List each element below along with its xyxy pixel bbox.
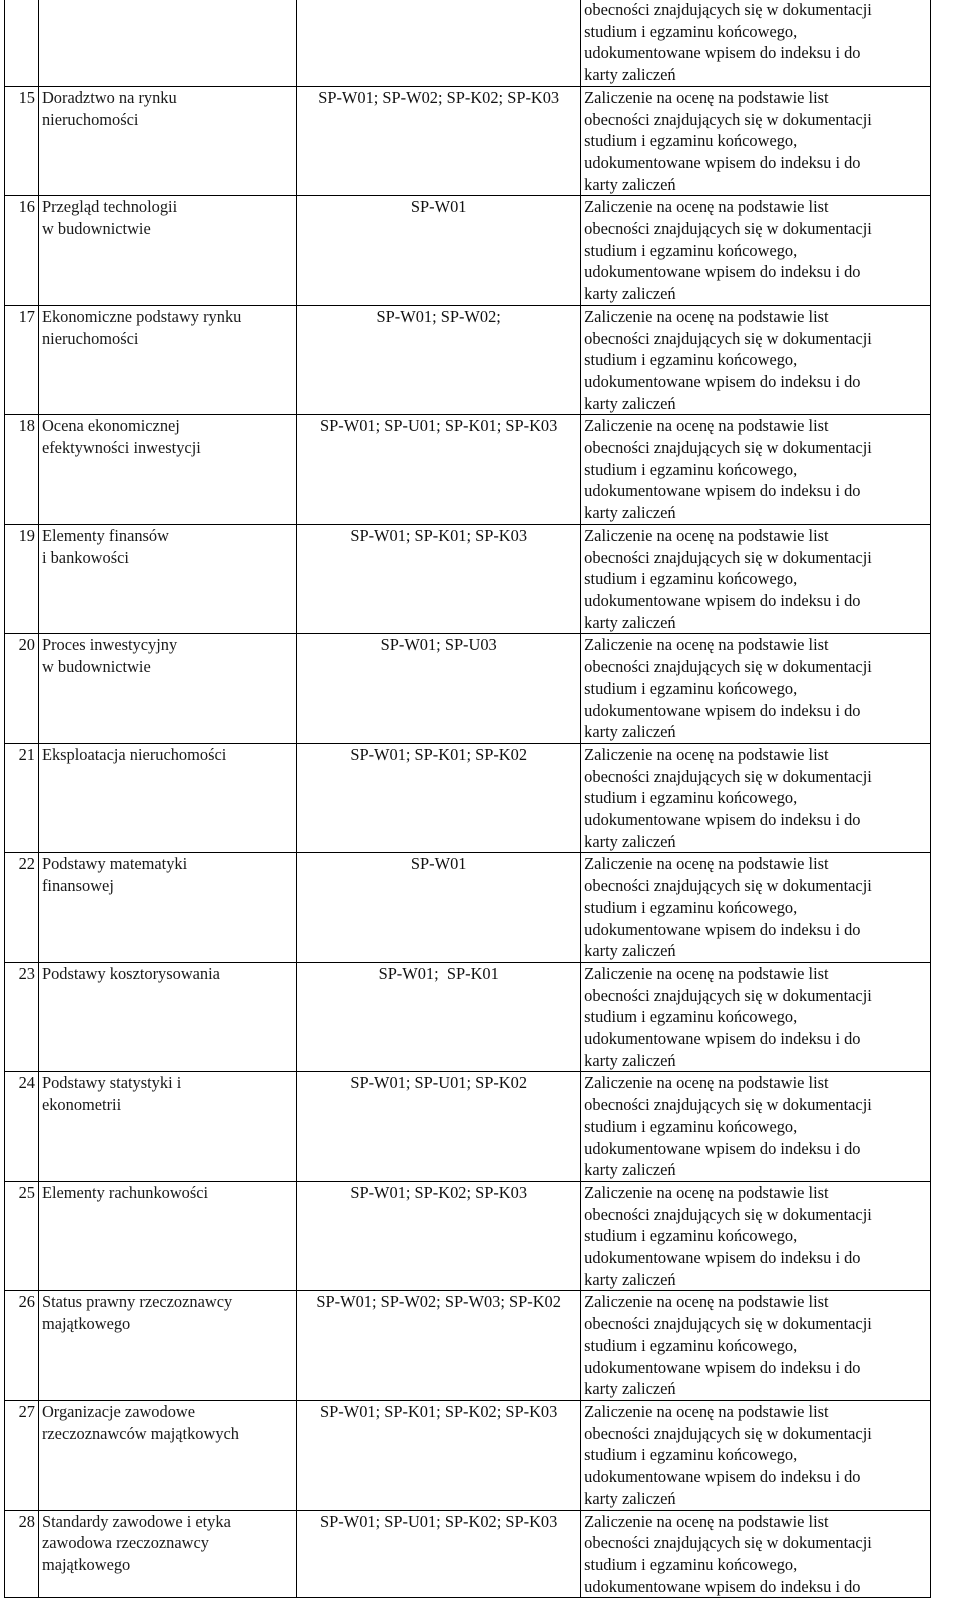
outcome-codes: SP-W01: [297, 853, 581, 963]
table-row: [5, 415, 931, 525]
assessment-line: studium i egzaminu końcowego,: [584, 131, 798, 151]
assessment-method-cell: [581, 305, 931, 415]
row-number: 17: [5, 305, 39, 415]
row-number: 18: [5, 415, 39, 525]
course-name-cell: [38, 743, 296, 853]
assessment-line: udokumentowane wpisem do indeksu i do: [584, 1248, 861, 1268]
assessment-line: udokumentowane wpisem do indeksu i do: [584, 810, 861, 830]
assessment-line: karty zaliczeń: [584, 284, 676, 304]
course-name-line: efektywności inwestycji: [41, 438, 201, 458]
outcome-codes: SP-W01; SP-U03: [297, 634, 581, 744]
course-name-line: Podstawy matematyki: [41, 854, 188, 874]
course-name-line: Standardy zawodowe i etyka: [41, 1511, 231, 1531]
assessment-line: Zaliczenie na ocenę na podstawie list: [584, 854, 829, 874]
table-row: [5, 1401, 931, 1511]
row-number: 27: [5, 1401, 39, 1511]
assessment-line: udokumentowane wpisem do indeksu i do: [584, 1576, 861, 1596]
assessment-method-cell: [581, 524, 931, 634]
outcome-codes: SP-W01; SP-U01; SP-K02; SP-K03: [297, 1510, 581, 1598]
course-name-cell: [38, 1291, 296, 1401]
assessment-line: udokumentowane wpisem do indeksu i do: [584, 481, 861, 501]
outcome-codes: SP-W01; SP-U01; SP-K01; SP-K03: [297, 415, 581, 525]
course-name-line: nieruchomości: [41, 328, 139, 348]
outcome-codes-cell: [297, 0, 581, 86]
course-name-cell: [38, 962, 296, 1072]
table-row: [5, 853, 931, 963]
course-name-line: w budownictwie: [41, 657, 151, 677]
assessment-line: Zaliczenie na ocenę na podstawie list: [584, 1511, 829, 1531]
assessment-line: studium i egzaminu końcowego,: [584, 788, 798, 808]
assessment-line: obecności znajdujących się w dokumentacji: [584, 438, 872, 458]
row-number: 19: [5, 524, 39, 634]
row-number: 23: [5, 962, 39, 1072]
assessment-line: obecności znajdujących się w dokumentacji: [584, 547, 872, 567]
assessment-line: karty zaliczeń: [584, 65, 676, 85]
assessment-method-cell: [581, 86, 931, 196]
course-name-line: Elementy rachunkowości: [41, 1182, 209, 1202]
assessment-line: studium i egzaminu końcowego,: [584, 21, 798, 41]
course-name-cell: [38, 415, 296, 525]
course-name-line: Status prawny rzeczoznawcy: [41, 1292, 233, 1312]
row-number: 21: [5, 743, 39, 853]
assessment-method-cell: [581, 962, 931, 1072]
assessment-line: obecności znajdujących się w dokumentacji: [584, 328, 872, 348]
row-number: 22: [5, 853, 39, 963]
table-row: [5, 743, 931, 853]
course-name-line: Podstawy kosztorysowania: [41, 963, 220, 983]
row-number: 16: [5, 196, 39, 306]
assessment-line: obecności znajdujących się w dokumentacji: [584, 657, 872, 677]
assessment-line: karty zaliczeń: [584, 941, 676, 961]
table-row: [5, 962, 931, 1072]
assessment-line: studium i egzaminu końcowego,: [584, 897, 798, 917]
course-name-cell: [38, 1072, 296, 1182]
row-number: 20: [5, 634, 39, 744]
assessment-line: Zaliczenie na ocenę na podstawie list: [584, 1402, 829, 1421]
assessment-line: karty zaliczeń: [584, 503, 676, 523]
assessment-line: karty zaliczeń: [584, 1269, 676, 1289]
course-name-line: zawodowa rzeczoznawcy: [41, 1533, 209, 1553]
course-name-cell: [38, 305, 296, 415]
assessment-method-cell: [581, 634, 931, 744]
assessment-line: obecności znajdujących się w dokumentacji: [584, 1423, 872, 1443]
outcome-codes: SP-W01; SP-W02; SP-W03; SP-K02: [297, 1291, 581, 1401]
course-name-line: Doradztwo na rynku: [41, 87, 177, 107]
assessment-line: obecności znajdujących się w dokumentacji: [584, 1095, 872, 1115]
row-number: 28: [5, 1510, 39, 1598]
assessment-method-cell: [581, 1072, 931, 1182]
assessment-line: studium i egzaminu końcowego,: [584, 1226, 798, 1246]
row-number: 26: [5, 1291, 39, 1401]
assessment-line: Zaliczenie na ocenę na podstawie list: [584, 1182, 829, 1202]
assessment-line: studium i egzaminu końcowego,: [584, 569, 798, 589]
row-number: 25: [5, 1181, 39, 1291]
table-row-continued: [5, 0, 931, 86]
assessment-method-cell: [581, 743, 931, 853]
assessment-line: obecności znajdujących się w dokumentacji: [584, 766, 872, 786]
assessment-line: karty zaliczeń: [584, 722, 676, 742]
assessment-line: udokumentowane wpisem do indeksu i do: [584, 919, 861, 939]
course-name-cell: [38, 524, 296, 634]
course-name-line: majątkowego: [41, 1314, 131, 1334]
outcome-codes: SP-W01; SP-K01: [297, 962, 581, 1072]
assessment-method-cell: [581, 415, 931, 525]
assessment-line: udokumentowane wpisem do indeksu i do: [584, 1029, 861, 1049]
assessment-line: Zaliczenie na ocenę na podstawie list: [584, 1073, 829, 1093]
course-name-cell: [38, 1510, 296, 1598]
table-row: [5, 634, 931, 744]
assessment-line: Zaliczenie na ocenę na podstawie list: [584, 87, 829, 107]
assessment-line: karty zaliczeń: [584, 174, 676, 194]
course-name-line: finansowej: [41, 876, 114, 896]
course-name-line: nieruchomości: [41, 109, 139, 129]
assessment-line: studium i egzaminu końcowego,: [584, 678, 798, 698]
assessment-line: udokumentowane wpisem do indeksu i do: [584, 1467, 861, 1487]
document-page: [4, 0, 960, 1616]
assessment-line: udokumentowane wpisem do indeksu i do: [584, 1357, 861, 1377]
assessment-line: udokumentowane wpisem do indeksu i do: [584, 700, 861, 720]
table-row: [5, 1072, 931, 1182]
assessment-line: udokumentowane wpisem do indeksu i do: [584, 590, 861, 610]
course-name-line: Ocena ekonomicznej: [41, 416, 180, 436]
assessment-line: Zaliczenie na ocenę na podstawie list: [584, 525, 829, 545]
row-number: 15: [5, 86, 39, 196]
table-row: [5, 1291, 931, 1401]
assessment-line: studium i egzaminu końcowego,: [584, 1554, 798, 1574]
table-row: [5, 86, 931, 196]
assessment-line: udokumentowane wpisem do indeksu i do: [584, 371, 861, 391]
assessment-line: karty zaliczeń: [584, 612, 676, 632]
course-name-cell: [38, 1401, 296, 1511]
assessment-line: udokumentowane wpisem do indeksu i do: [584, 1138, 861, 1158]
assessment-line: karty zaliczeń: [584, 1050, 676, 1070]
course-name-line: Elementy finansów: [41, 525, 169, 545]
row-number: 24: [5, 1072, 39, 1182]
course-name-line: Podstawy statystyki i: [41, 1073, 182, 1093]
table-row: [5, 524, 931, 634]
course-name-line: majątkowego: [41, 1554, 131, 1574]
assessment-method-cell: [581, 1401, 931, 1511]
assessment-line: studium i egzaminu końcowego,: [584, 1007, 798, 1027]
assessment-method-cell: [581, 1181, 931, 1291]
course-name-line: w budownictwie: [41, 219, 151, 239]
assessment-line: studium i egzaminu końcowego,: [584, 459, 798, 479]
assessment-line: studium i egzaminu końcowego,: [584, 350, 798, 370]
assessment-line: obecności znajdujących się w dokumentacji: [584, 876, 872, 896]
assessment-line: obecności znajdujących się w dokumentacji: [584, 1314, 872, 1334]
assessment-line: obecności znajdujących się w dokumentacji: [584, 1204, 872, 1224]
assessment-line: studium i egzaminu końcowego,: [584, 1445, 798, 1465]
assessment-line: karty zaliczeń: [584, 393, 676, 413]
assessment-line: karty zaliczeń: [584, 831, 676, 851]
assessment-line: obecności znajdujących się w dokumentacji: [584, 0, 872, 19]
course-name-line: Organizacje zawodowe: [41, 1402, 196, 1421]
assessment-method-cell: [581, 853, 931, 963]
assessment-method-cell: [581, 1291, 931, 1401]
assessment-line: Zaliczenie na ocenę na podstawie list: [584, 1292, 829, 1312]
table-row: [5, 1181, 931, 1291]
row-number-cell: [5, 0, 39, 86]
outcome-codes: SP-W01; SP-U01; SP-K02: [297, 1072, 581, 1182]
course-name-line: rzeczoznawców majątkowych: [41, 1423, 239, 1443]
table-row: [5, 196, 931, 306]
course-name-line: ekonometrii: [41, 1095, 122, 1115]
course-name-cell: [38, 86, 296, 196]
assessment-line: obecności znajdujących się w dokumentacji: [584, 985, 872, 1005]
table-row: [5, 1510, 931, 1598]
outcome-codes: SP-W01; SP-K01; SP-K03: [297, 524, 581, 634]
course-name-cell: [38, 634, 296, 744]
course-name-cell: [38, 853, 296, 963]
outcome-codes: SP-W01; SP-W02; SP-K02; SP-K03: [297, 86, 581, 196]
table-row: [5, 305, 931, 415]
assessment-line: karty zaliczeń: [584, 1488, 676, 1508]
table-body: [5, 0, 931, 1598]
assessment-line: udokumentowane wpisem do indeksu i do: [584, 152, 861, 172]
assessment-line: Zaliczenie na ocenę na podstawie list: [584, 635, 829, 655]
assessment-line: karty zaliczeń: [584, 1160, 676, 1180]
assessment-method-cell: [581, 196, 931, 306]
assessment-line: obecności znajdujących się w dokumentacji: [584, 1533, 872, 1553]
course-name-line: Ekonomiczne podstawy rynku: [41, 306, 242, 326]
assessment-line: studium i egzaminu końcowego,: [584, 1335, 798, 1355]
assessment-line: Zaliczenie na ocenę na podstawie list: [584, 306, 829, 326]
learning-outcomes-table: [4, 0, 931, 1598]
assessment-line: obecności znajdujących się w dokumentacji: [584, 109, 872, 129]
assessment-line: Zaliczenie na ocenę na podstawie list: [584, 744, 829, 764]
assessment-line: Zaliczenie na ocenę na podstawie list: [584, 963, 829, 983]
assessment-line: studium i egzaminu końcowego,: [584, 240, 798, 260]
course-name-cell: [38, 196, 296, 306]
assessment-method-cell: [581, 0, 931, 86]
assessment-line: Zaliczenie na ocenę na podstawie list: [584, 197, 829, 217]
outcome-codes: SP-W01: [297, 196, 581, 306]
outcome-codes: SP-W01; SP-K02; SP-K03: [297, 1181, 581, 1291]
course-name-cell: [38, 1181, 296, 1291]
outcome-codes: SP-W01; SP-K01; SP-K02; SP-K03: [297, 1401, 581, 1511]
course-name-line: i bankowości: [41, 547, 129, 567]
assessment-line: udokumentowane wpisem do indeksu i do: [584, 43, 861, 63]
course-name-cell: [38, 0, 296, 86]
assessment-line: udokumentowane wpisem do indeksu i do: [584, 262, 861, 282]
assessment-line: karty zaliczeń: [584, 1379, 676, 1399]
outcome-codes: SP-W01; SP-W02;: [297, 305, 581, 415]
assessment-line: Zaliczenie na ocenę na podstawie list: [584, 416, 829, 436]
course-name-line: Proces inwestycyjny: [41, 635, 178, 655]
assessment-line: obecności znajdujących się w dokumentacji: [584, 219, 872, 239]
outcome-codes: SP-W01; SP-K01; SP-K02: [297, 743, 581, 853]
assessment-line: studium i egzaminu końcowego,: [584, 1116, 798, 1136]
course-name-line: Eksploatacja nieruchomości: [41, 744, 227, 764]
course-name-line: Przegląd technologii: [41, 197, 178, 217]
assessment-method-cell: [581, 1510, 931, 1598]
